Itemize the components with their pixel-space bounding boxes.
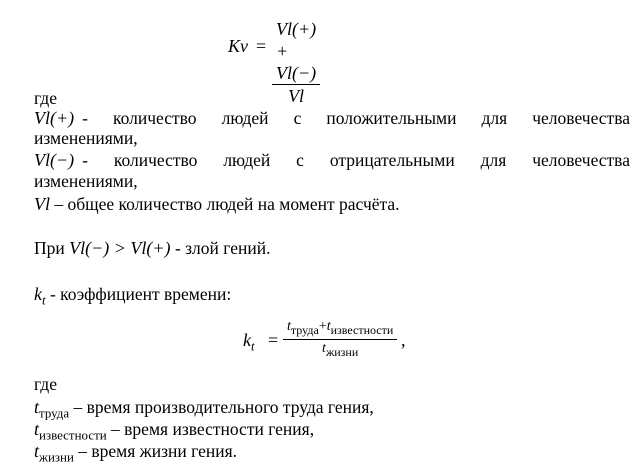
t-fame-main: t: [34, 419, 40, 439]
formula-kt-lhs-sub: t: [251, 338, 255, 354]
t-life-main: t: [34, 441, 40, 461]
evil-condition: Vl(−) > Vl(+): [69, 238, 171, 258]
kt-symbol-main: k: [34, 284, 42, 304]
t-labor-sub: труда: [39, 405, 70, 421]
formula-kt-fraction: [283, 318, 397, 361]
formula-kt-numerator: [283, 318, 397, 339]
formula-kv-lhs: Kv: [228, 36, 248, 56]
formula-kv-numerator: Vl(+) + Vl(−): [276, 19, 317, 83]
formula-kt-eq: =: [268, 330, 279, 350]
vl-minus-desc: - количество людей с отрицательными для человечества: [82, 150, 630, 170]
def-vl-minus: [34, 150, 630, 170]
vl-symbol: Vl: [34, 194, 50, 214]
kt-desc: - коэффициент времени:: [49, 284, 232, 304]
vl-plus-symbol: Vl(+): [34, 108, 75, 128]
t-labor-main: t: [34, 397, 40, 417]
kt-symbol-sub: t: [42, 292, 46, 308]
t-life-sub: жизни: [39, 449, 74, 465]
kt-definition: [34, 284, 231, 311]
vl-plus-desc: - количество людей с положительными для человечества: [82, 108, 630, 128]
formula-kv-eq: =: [256, 36, 267, 56]
kt-symbol: [34, 284, 46, 308]
vl-desc: – общее количество людей на момент расчёта.: [54, 194, 400, 214]
evil-suffix: - злой гений.: [174, 238, 271, 258]
formula-kt-denominator: [322, 340, 358, 361]
num-t2: t: [326, 319, 331, 334]
den-t-sub: жизни: [325, 345, 359, 360]
where-label-2: где: [34, 374, 57, 394]
formula-kt-lhs-main: k: [243, 330, 251, 350]
t-life-symbol: [34, 441, 74, 465]
t-life-desc: – время жизни гения.: [78, 441, 238, 461]
def-t-life: [34, 441, 237, 468]
num-plus: +: [318, 319, 327, 334]
t-labor-desc: – время производительного труда гения,: [73, 397, 374, 417]
formula-kt-lhs: [243, 330, 255, 355]
evil-genius-line: [34, 238, 270, 258]
t-fame-symbol: [34, 419, 107, 443]
def-vl-plus: [34, 108, 630, 128]
vl-plus-desc-cont: изменениями,: [34, 128, 138, 148]
t-fame-sub: известности: [39, 427, 107, 443]
vl-minus-desc-cont: изменениями,: [34, 171, 138, 191]
t-labor-symbol: [34, 397, 70, 421]
evil-prefix: При: [34, 238, 65, 258]
where-label-1: где: [34, 88, 57, 108]
formula-kv-fraction: [272, 18, 320, 107]
num-t1-sub: труда: [290, 323, 319, 338]
def-vl: [34, 194, 400, 214]
formula-kv-denominator: Vl: [288, 86, 305, 106]
vl-minus-symbol: Vl(−): [34, 150, 75, 170]
formula-kt-trail: ,: [401, 330, 406, 350]
num-t2-sub: известности: [330, 323, 394, 338]
num-t1: t: [287, 319, 291, 334]
t-fame-desc: – время известности гения,: [111, 419, 315, 439]
den-t: t: [322, 341, 326, 357]
